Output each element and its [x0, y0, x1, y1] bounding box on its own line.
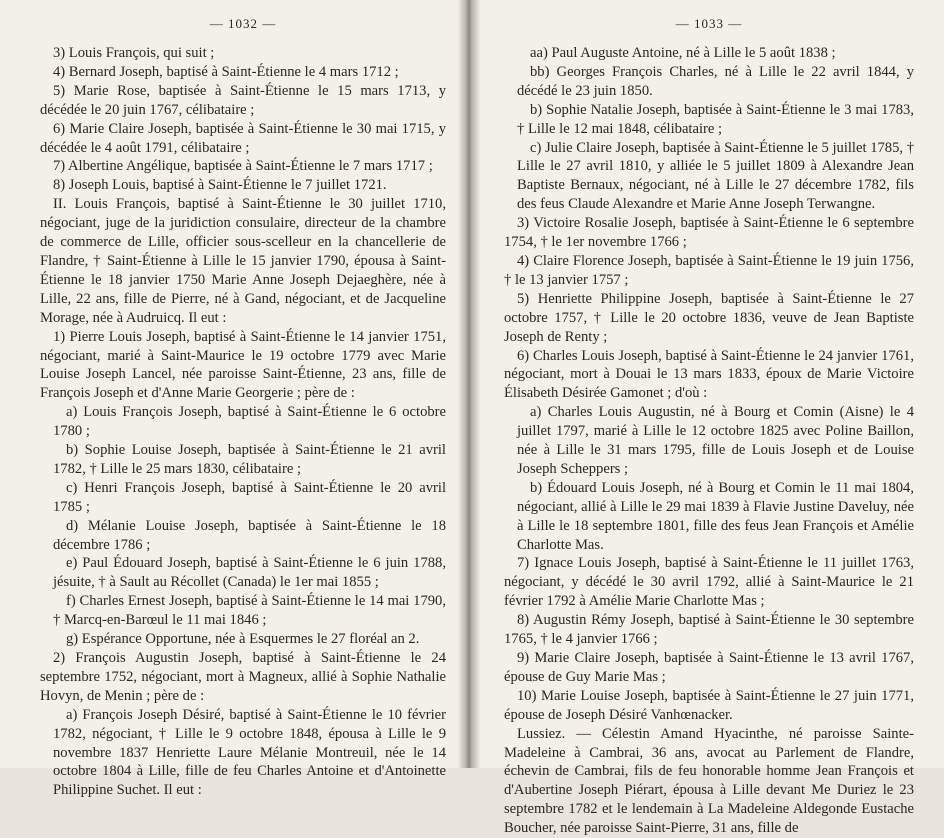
sub-entry: d) Mélanie Louise Joseph, baptisée à Saint-Étienne le 18 décembre 1786 ;: [53, 517, 446, 553]
entry: 7) Ignace Louis Joseph, baptisé à Saint-Étienne le 11 juillet 1763, négociant, y décédé le 30 avril 1792, allié à Saint-Maurice le 21 février 1792 à Amélie Marie Charlotte Mas ;: [504, 555, 914, 610]
entry: 9) Marie Claire Joseph, baptisée à Saint-Étienne le 13 avril 1767, épouse de Guy Marie Mas ;: [504, 650, 914, 685]
family-entry: Lussiez. — Célestin Amand Hyacinthe, né paroisse Sainte-Madeleine à Cambrai, 36 ans, avocat au Parlement de Flandre, échevin de Cambrai, fils de feu honorable homme Jean François et d'Aubertine Joseph Piérart, épousa à Lille devant Me Duriez le 23 septembre 1782 et le lendemain à La Madeleine Aldegonde Eustache Boucher, née paroisse Saint-Pierre, 31 ans, fille de: [504, 725, 914, 837]
sub-entry: c) Henri François Joseph, baptisé à Saint-Étienne le 20 avril 1785 ;: [53, 479, 446, 515]
page-number: — 1032 —: [209, 16, 277, 31]
sub-entry: c) Julie Claire Joseph, baptisée à Saint-Étienne le 5 juillet 1785, † Lille le 27 avril 1810, y alliée le 5 juillet 1809 à Alexandre Jean Baptiste Bernaux, négociant, né à Lille le 27 décembre 1782, fils des feus Claude Alexandre et Marie Anne Joseph Terwangne.: [517, 139, 914, 213]
entry: 10) Marie Louise Joseph, baptisée à Saint-Étienne le 27 juin 1771, épouse de Joseph Désiré Vanhœnacker.: [504, 687, 914, 723]
entry: 8) Joseph Louis, baptisé à Saint-Étienne le 7 juillet 1721.: [53, 177, 387, 194]
sub-entry: b) Sophie Louise Joseph, baptisée à Saint-Étienne le 21 avril 1782, † Lille le 25 mars 1830, célibataire ;: [53, 442, 446, 477]
entry: 8) Augustin Rémy Joseph, baptisé à Saint-Étienne le 30 septembre 1765, † le 4 janvier 1766 ;: [504, 612, 914, 648]
entry: 5) Henriette Philippine Joseph, baptisée à Saint-Étienne le 27 octobre 1757, † Lille le 20 octobre 1836, veuve de Jean Baptiste Joseph de Renty ;: [504, 290, 914, 345]
entry: 4) Claire Florence Joseph, baptisée à Saint-Étienne le 19 juin 1756, † le 13 janvier 1757 ;: [504, 252, 914, 288]
sub-entry: a) François Joseph Désiré, baptisé à Saint-Étienne le 10 février 1782, négociant, † Lille le 9 octobre 1848, épousa à Lille le 9 novembre 1837 Henriette Laure Mélanie Montreuil, née le 14 octobre 1804 à Lille, fille de feu Charles Antoine et d'Antoinette Philippine Suchet. Il eut :: [53, 706, 446, 799]
generation-entry: II. Louis François, baptisé à Saint-Étienne le 30 juillet 1710, négociant, juge de la juridiction consulaire, directeur de la chambre de commerce de Lille, officier sous-scelleur en la chancellerie de Flandre, † Saint-Étienne à Lille le 15 janvier 1790, épousa à Saint-Étienne le 18 janvier 1750 Marie Anne Joseph Dejaeghère, née à Lille, 22 ans, fille de Pierre, né à Gand, négociant, et de Jacqueline Morage, née à Audruicq. Il eut :: [40, 196, 446, 326]
sub-entry: a) Charles Louis Augustin, né à Bourg et Comin (Aisne) le 4 juillet 1797, marié à Lille le 12 octobre 1825 avec Poline Baillon, née à Lille le 31 mars 1795, fille de Louis Joseph et de Louise Joseph Scheppers ;: [517, 404, 914, 477]
sub-entry: f) Charles Ernest Joseph, baptisé à Saint-Étienne le 14 mai 1790, † Marcq-en-Barœul le 11 mai 1846 ;: [53, 593, 446, 629]
entry: 7) Albertine Angélique, baptisée à Saint-Étienne le 7 mars 1717 ;: [53, 158, 433, 175]
sub-entry: b) Sophie Natalie Joseph, baptisée à Saint-Étienne le 3 mai 1783, † Lille le 12 mai 1848, célibataire ;: [517, 101, 914, 137]
entry: 1) Pierre Louis Joseph, baptisé à Saint-Étienne le 14 janvier 1751, négociant, marié à Saint-Maurice le 19 octobre 1779 avec Marie Louise Joseph Lancel, née paroisse Saint-Étienne, 23 ans, fille de François Joseph et d'Anne Marie Georgerie ; père de :: [40, 328, 446, 402]
sub-entry: e) Paul Édouard Joseph, baptisé à Saint-Étienne le 6 juin 1788, jésuite, † à Sault au Récollet (Canada) le 1er mai 1855 ;: [53, 555, 446, 591]
sub-entry: aa) Paul Auguste Antoine, né à Lille le 5 août 1838 ;: [530, 45, 836, 61]
entry: 3) Victoire Rosalie Joseph, baptisée à Saint-Étienne le 6 septembre 1754, † le 1er novembre 1766 ;: [504, 215, 914, 251]
entry: 4) Bernard Joseph, baptisé à Saint-Étienne le 4 mars 1712 ;: [53, 63, 399, 80]
sub-entry: a) Louis François Joseph, baptisé à Saint-Étienne le 6 octobre 1780 ;: [53, 404, 446, 440]
right-page: [466, 0, 944, 837]
page-number: — 1033 —: [675, 16, 743, 31]
entry: 6) Charles Louis Joseph, baptisé à Saint-Étienne le 24 janvier 1761, négociant, mort à Douai le 13 mars 1833, époux de Marie Victoire Élisabeth Désirée Gamonet ; d'où :: [504, 347, 914, 402]
sub-entry: g) Espérance Opportune, née à Esquermes le 27 floréal an 2.: [66, 631, 420, 648]
book-gutter: [458, 0, 480, 768]
entry: 5) Marie Rose, baptisée à Saint-Étienne le 15 mars 1713, y décédée le 20 juin 1767, célibataire ;: [40, 82, 446, 118]
entry: 6) Marie Claire Joseph, baptisée à Saint-Étienne le 30 mai 1715, y décédée le 4 août 1791, célibataire ;: [40, 120, 446, 156]
left-page: [0, 0, 466, 799]
entry: 2) François Augustin Joseph, baptisé à Saint-Étienne le 24 septembre 1752, négociant, mort à Magneux, allié à Sophie Nathalie Hovyn, de Menin ; père de :: [40, 650, 446, 704]
sub-entry: b) Édouard Louis Joseph, né à Bourg et Comin le 11 mai 1804, négociant, allié à Lille le 29 mai 1839 à Flavie Justine Daveluy, née à Lille le 18 septembre 1801, fille des feus Jean François et Amélie Charlotte Mas.: [517, 479, 914, 553]
entry: 3) Louis François, qui suit ;: [53, 45, 215, 61]
sub-entry: bb) Georges François Charles, né à Lille le 22 avril 1844, y décédé le 23 juin 1850.: [517, 63, 914, 99]
